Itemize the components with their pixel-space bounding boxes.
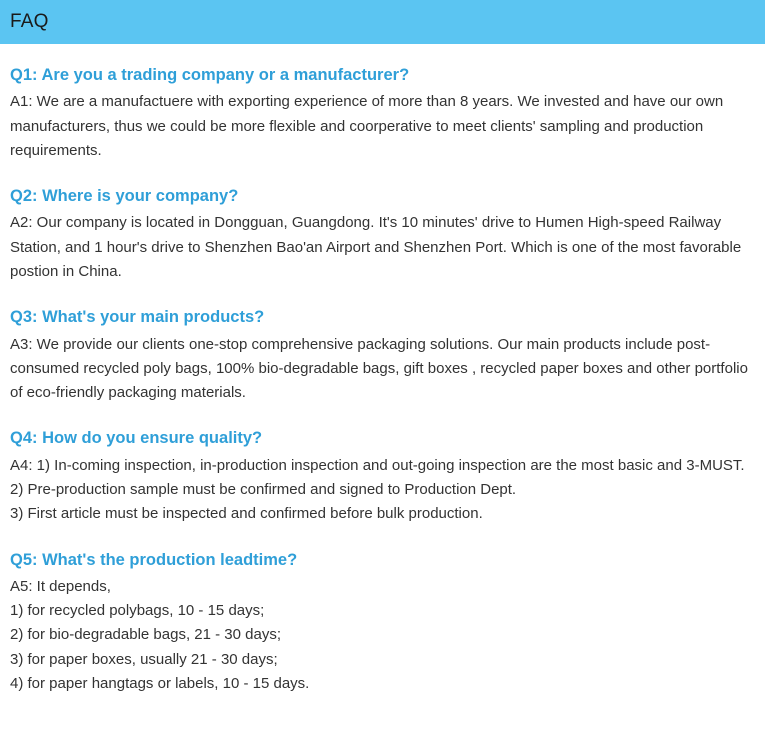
faq-header-bar xyxy=(0,0,765,44)
faq-item xyxy=(10,185,753,284)
page-title: FAQ xyxy=(10,11,49,32)
faq-answer-line: 1) for recycled polybags, 10 - 15 days; xyxy=(10,602,265,620)
faq-answer xyxy=(10,211,753,284)
faq-answer-line: A4: 1) In-coming inspection, in-production inspection and out-going inspection are the most basic and 3-MUST. xyxy=(10,456,745,474)
faq-question: Q4: How do you ensure quality? xyxy=(10,429,263,448)
faq-item xyxy=(10,427,753,526)
faq-question: Q5: What's the production leadtime? xyxy=(10,550,298,569)
faq-question: Q2: Where is your company? xyxy=(10,187,239,206)
faq-answer-line: A2: Our company is located in Dongguan, Guangdong. It's 10 minutes' drive to Humen High-speed Railway Station, and 1 hour's drive to Shenzhen Bao'an Airport and Shenzhen Port. Which is one of the most favorable postion in China. xyxy=(10,214,742,281)
faq-answer xyxy=(10,90,753,163)
faq-answer-line: 2) for bio-degradable bags, 21 - 30 days; xyxy=(10,626,282,644)
faq-answer-line: 4) for paper hangtags or labels, 10 - 15 days. xyxy=(10,675,310,693)
faq-answer-line: 3) for paper boxes, usually 21 - 30 days; xyxy=(10,650,278,668)
faq-answer-line: A3: We provide our clients one-stop comprehensive packaging solutions. Our main products include post-consumed recycled poly bags, 100% bio-degradable bags, gift boxes , recycled paper boxes and other portfolio of eco-friendly packaging materials. xyxy=(10,335,748,402)
faq-answer xyxy=(10,333,753,406)
faq-answer-line: A1: We are a manufactuere with exporting experience of more than 8 years. We invested and have our own manufacturers, thus we could be more flexible and coorperative to meet clients' sampling and production requirements. xyxy=(10,93,724,159)
faq-list xyxy=(0,64,765,696)
faq-question: Q3: What's your main products? xyxy=(10,308,265,327)
faq-item xyxy=(10,306,753,405)
faq-item xyxy=(10,64,753,163)
faq-answer-line: A5: It depends, xyxy=(10,577,111,595)
faq-answer-line: 3) First article must be inspected and confirmed before bulk production. xyxy=(10,505,483,523)
faq-answer xyxy=(10,575,753,696)
faq-answer xyxy=(10,454,753,527)
faq-item xyxy=(10,549,753,697)
faq-answer-line: 2) Pre-production sample must be confirmed and signed to Production Dept. xyxy=(10,481,517,499)
faq-question: Q1: Are you a trading company or a manufacturer? xyxy=(10,66,410,84)
